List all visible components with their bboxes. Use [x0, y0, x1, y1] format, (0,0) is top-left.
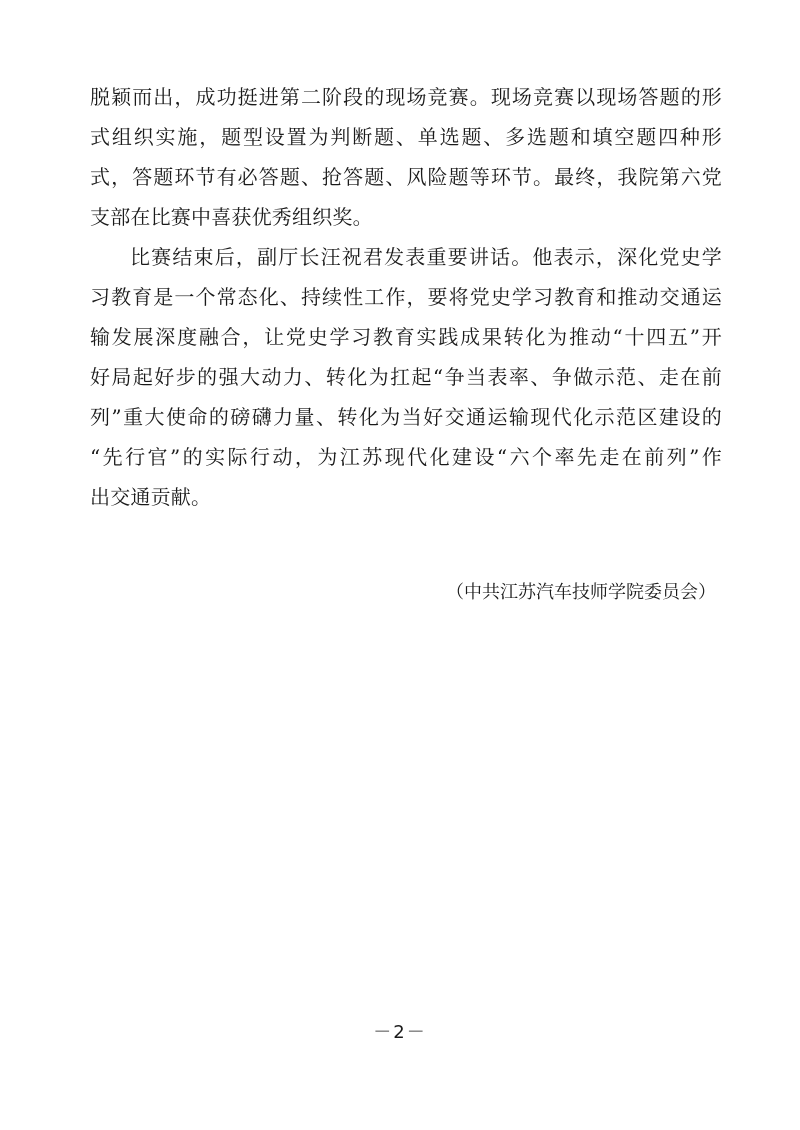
paragraph-line: “先行官”的实际行动，为江苏现代化建设“六个率先走在前列”作: [90, 445, 722, 469]
page-number: －2－: [373, 1022, 427, 1043]
paragraph-line: 列”重大使命的磅礴力量、转化为当好交通运输现代化示范区建设的: [90, 405, 722, 429]
paragraph-line: 好局起好步的强大动力、转化为扛起“争当表率、争做示范、走在前: [90, 365, 722, 389]
body-text: [90, 77, 722, 517]
paragraph-line: 出交通贡献。: [90, 485, 212, 509]
paragraph-line: 习教育是一个常态化、持续性工作，要将党史学习教育和推动交通运: [90, 285, 722, 309]
paragraph-2: [90, 237, 722, 517]
paragraph-line: 支部在比赛中喜获优秀组织奖。: [90, 205, 373, 229]
paragraph-line: 脱颖而出，成功挺进第二阶段的现场竞赛。现场竞赛以现场答题的形: [90, 85, 722, 109]
paragraph-1: [90, 77, 722, 237]
paragraph-line: 式组织实施，题型设置为判断题、单选题、多选题和填空题四种形: [90, 125, 722, 149]
paragraph-line: 比赛结束后，副厅长汪祝君发表重要讲话。他表示，深化党史学: [130, 245, 722, 269]
paragraph-line: 输发展深度融合，让党史学习教育实践成果转化为推动“十四五”开: [90, 325, 722, 349]
paragraph-line: 式，答题环节有必答题、抢答题、风险题等环节。最终，我院第六党: [90, 165, 722, 189]
signature: （中共江苏汽车技师学院委员会）: [446, 582, 716, 603]
